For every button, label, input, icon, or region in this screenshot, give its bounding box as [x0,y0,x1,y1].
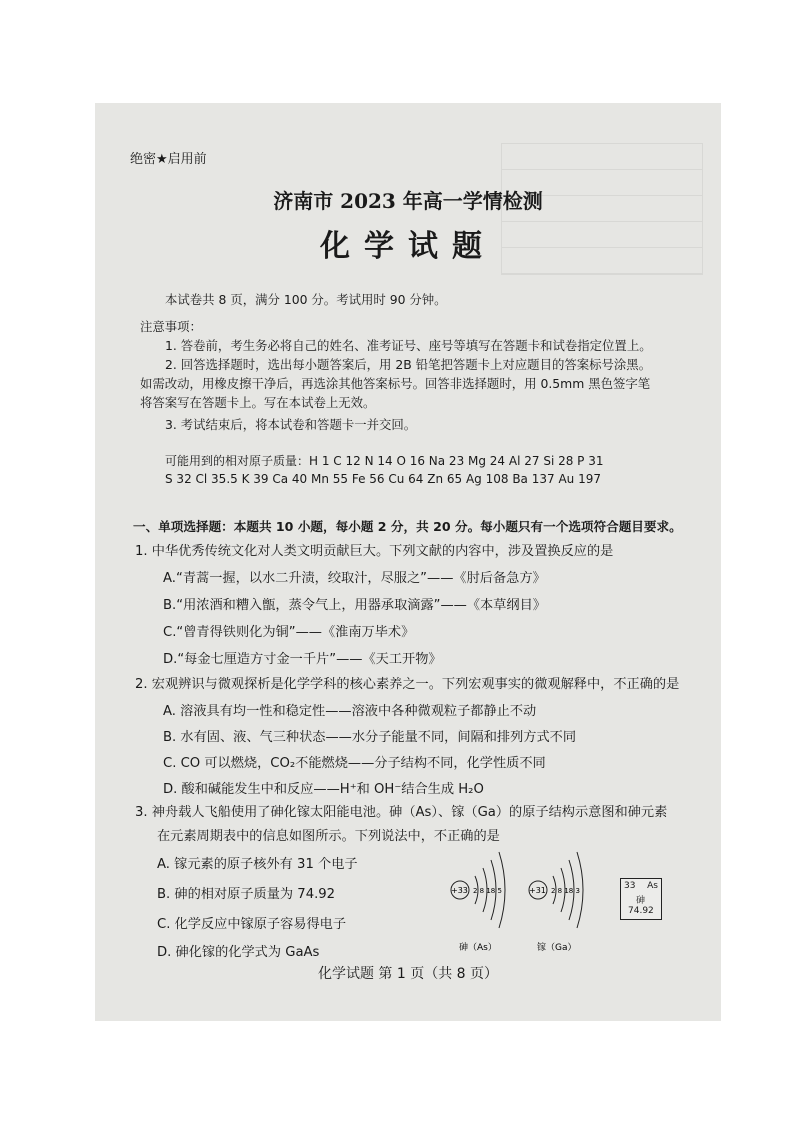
question-3-option-a: A. 镓元素的原子核外有 31 个电子 [157,857,358,872]
arsenic-atom-diagram [445,848,517,958]
confidential-label: 绝密★启用前 [130,152,207,167]
question-3-option-c: C. 化学反应中镓原子容易得电子 [157,917,347,932]
ga-nucleus-label: +31 [529,886,546,895]
question-2-option-a: A. 溶液具有均一性和稳定性——溶液中各种微观粒子都静止不动 [163,704,537,719]
intro-text: 本试卷共 8 页，满分 100 分。考试用时 90 分钟。 [165,292,447,307]
question-1-option-b: B.“用浓酒和糟入甑，蒸令气上，用器承取滴露”——《本草纲目》 [163,598,546,613]
question-1-option-a: A.“青蒿一握，以水二升渍，绞取汁，尽服之”——《肘后备急方》 [163,571,546,586]
question-1-option-d: D.“每金七厘造方寸金一千片”——《天工开物》 [163,652,442,667]
section-heading: 一、单项选择题：本题共 10 小题，每小题 2 分，共 20 分。每小题只有一个选项符合题目要求。 [133,519,682,534]
atomic-mass-line: 可能用到的相对原子质量：H 1 C 12 N 14 O 16 Na 23 Mg 24 Al 27 Si 28 P 31 [165,454,604,468]
question-2-option-c: C. CO 可以燃烧，CO₂不能燃烧——分子结构不同，化学性质不同 [163,756,546,771]
question-3-option-d: D. 砷化镓的化学式为 GaAs [157,945,320,960]
periodic-table-tile [620,878,662,920]
tile-atomic-number: 33 [624,881,636,891]
question-2-option-d: D. 酸和碱能发生中和反应——H⁺和 OH⁻结合生成 H₂O [163,782,484,797]
exam-title: 济南市 2023 年高一学情检测 [273,189,543,213]
question-3-stem-cont: 在元素周期表中的信息如图所示。下列说法中，不正确的是 [157,829,500,844]
tile-element-name: 砷 [636,896,646,906]
atomic-mass-line: S 32 Cl 35.5 K 39 Ca 40 Mn 55 Fe 56 Cu 64 Zn 65 Ag 108 Ba 137 Au 197 [165,472,601,486]
ga-shell-label: 2 8 18 3 [551,887,580,895]
question-1-option-c: C.“曾青得铁则化为铜”——《淮南万毕术》 [163,625,415,640]
note-line: 1. 答卷前，考生务必将自己的姓名、准考证号、座号等填写在答题卡和试卷指定位置上。 [165,338,652,353]
question-3-stem: 3. 神舟载人飞船使用了砷化镓太阳能电池。砷（As）、镓（Ga）的原子结构示意图和砷元素 [135,805,668,820]
note-line: 如需改动，用橡皮擦干净后，再选涂其他答案标号。回答非选择题时，用 0.5mm 黑色签字笔 [140,376,651,391]
ga-caption: 镓（Ga） [537,943,577,953]
exam-page [95,103,721,1021]
tile-symbol: As [647,881,658,891]
notes-heading: 注意事项： [140,319,202,334]
tile-atomic-mass: 74.92 [628,906,654,916]
page-footer: 化学试题 第 1 页（共 8 页） [317,966,499,982]
question-2-option-b: B. 水有固、液、气三种状态——水分子能量不同，间隔和排列方式不同 [163,730,577,745]
question-3-option-b: B. 砷的相对原子质量为 74.92 [157,887,336,902]
as-nucleus-label: +33 [451,886,468,895]
gallium-atom-diagram [523,848,595,958]
subject-title: 化学试题 [320,229,496,264]
note-line: 2. 回答选择题时，选出每小题答案后，用 2B 铅笔把答题卡上对应题目的答案标号涂黑。 [165,357,652,372]
note-line: 3. 考试结束后，将本试卷和答题卡一并交回。 [165,417,417,432]
note-line: 将答案写在答题卡上。写在本试卷上无效。 [140,395,376,410]
as-shell-label: 2 8 18 5 [473,887,502,895]
question-2-stem: 2. 宏观辨识与微观探析是化学学科的核心素养之一。下列宏观事实的微观解释中，不正确的是 [135,677,680,692]
question-1-stem: 1. 中华优秀传统文化对人类文明贡献巨大。下列文献的内容中，涉及置换反应的是 [135,544,614,559]
as-caption: 砷（As） [459,943,497,953]
